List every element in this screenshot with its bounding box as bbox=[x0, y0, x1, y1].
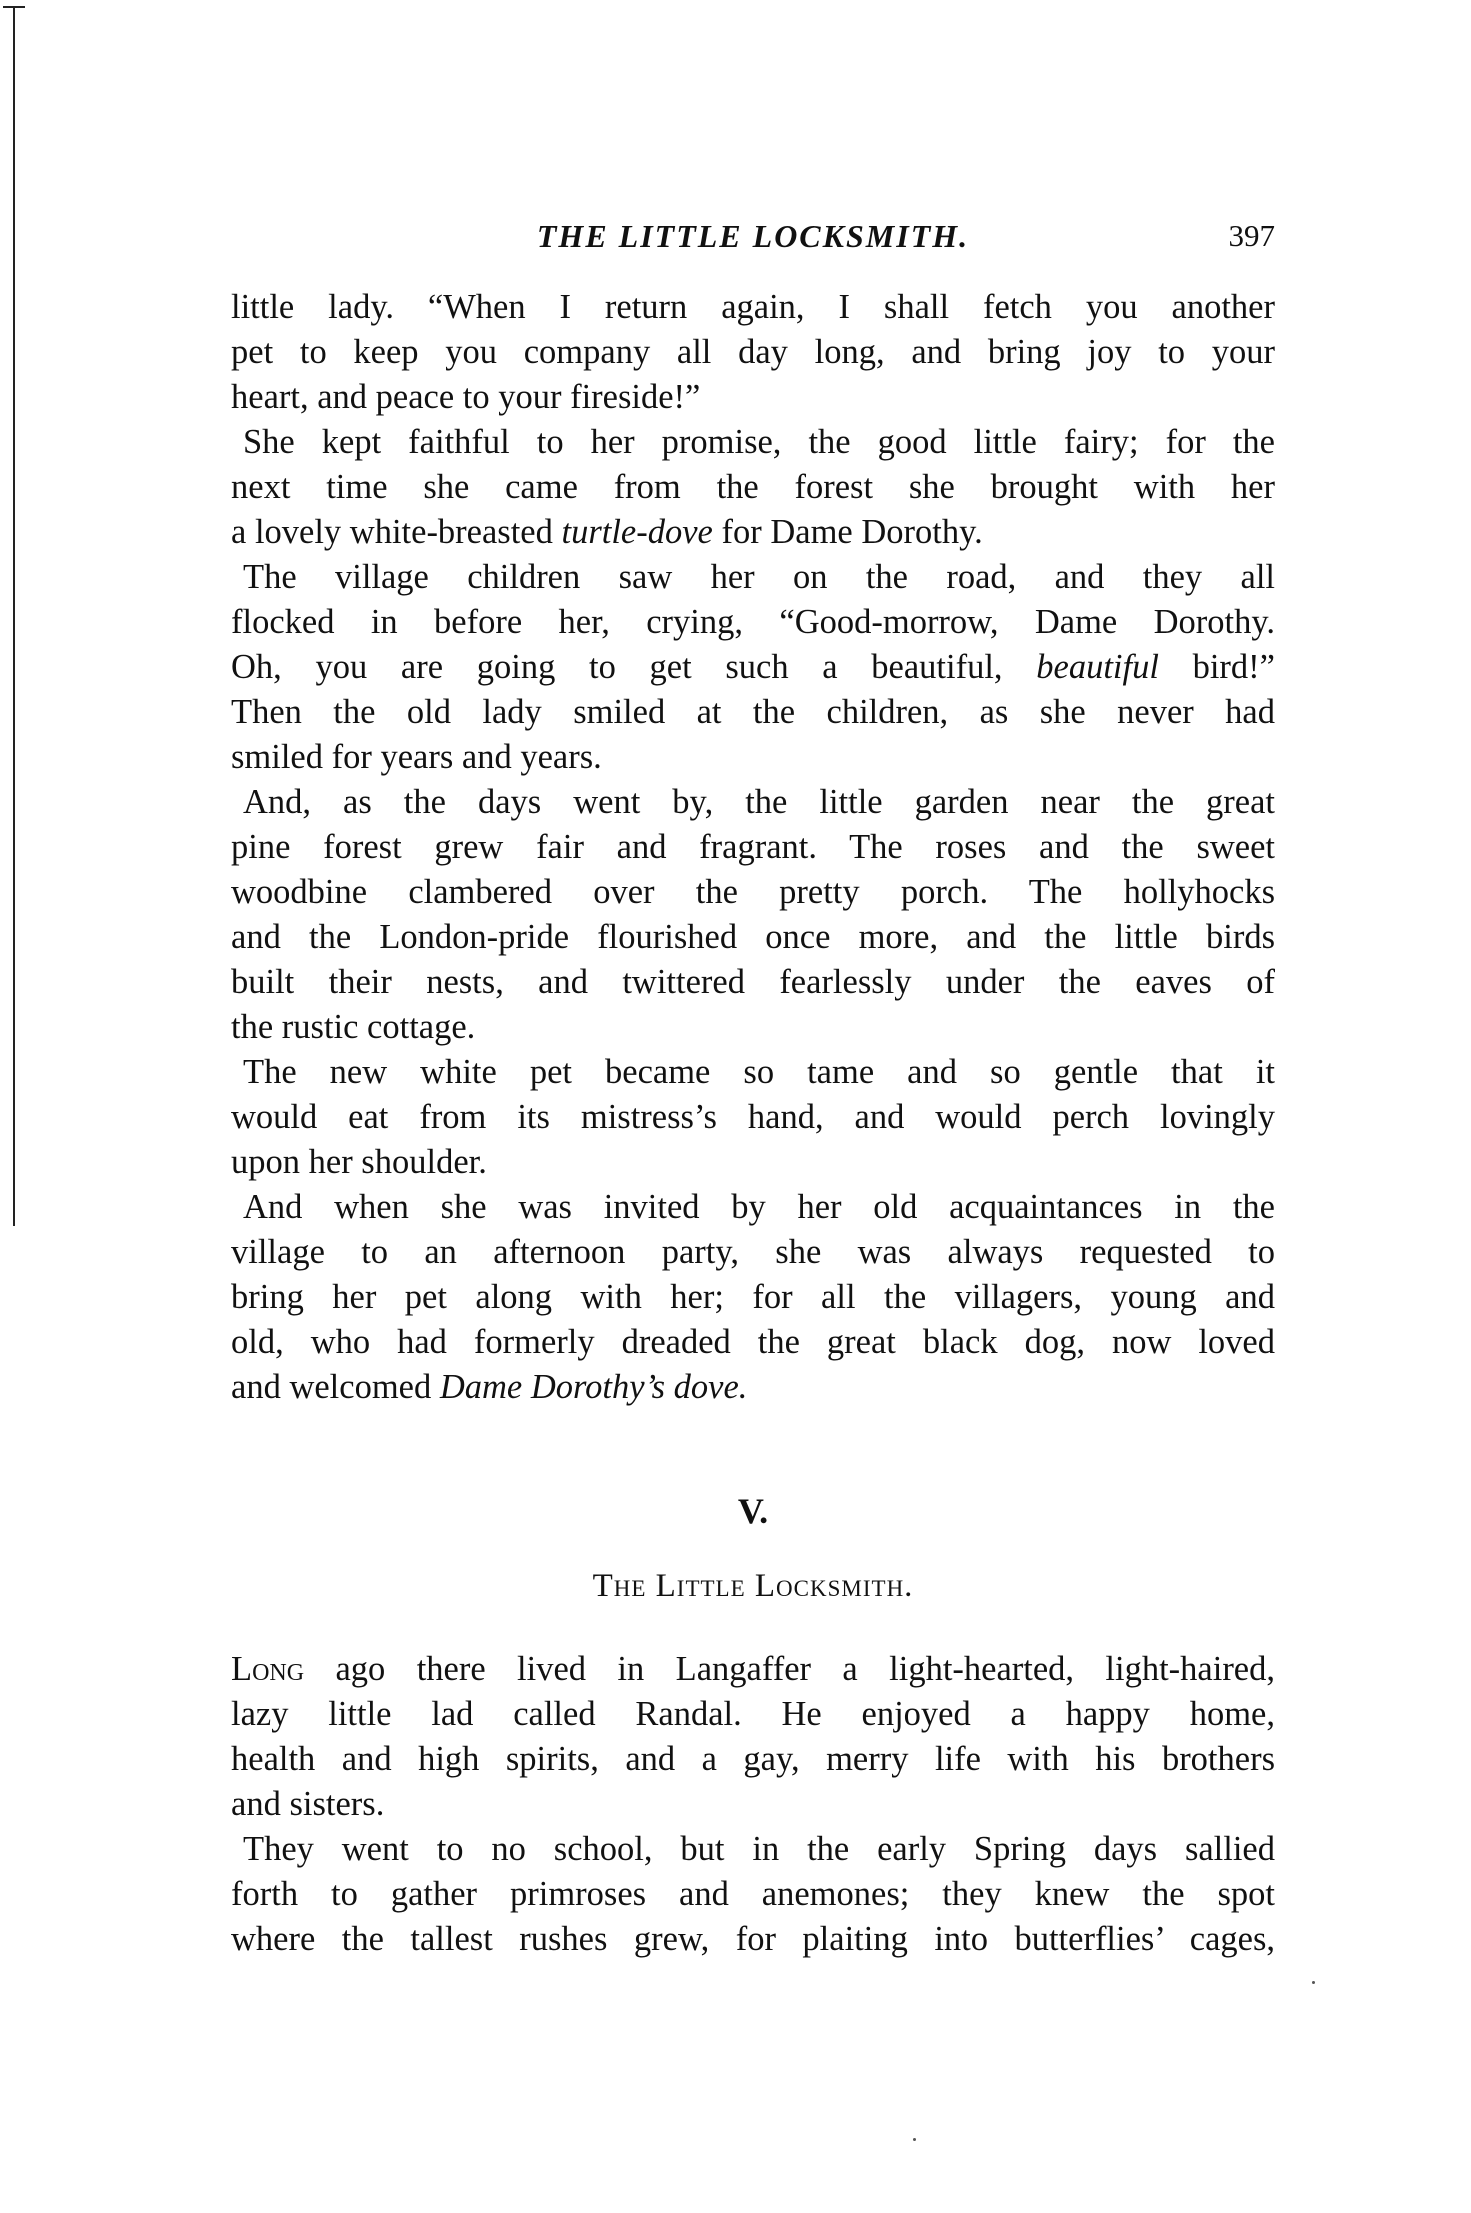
text-line bbox=[231, 780, 1275, 825]
page-header bbox=[231, 218, 1275, 262]
text-line bbox=[231, 1320, 1275, 1365]
text-line bbox=[231, 825, 1275, 870]
italic-text: beautiful bbox=[1036, 648, 1159, 686]
page-number: 397 bbox=[1228, 218, 1275, 253]
chapter-number: V. bbox=[737, 1491, 769, 1531]
text-segment: And when she was invited by her old acquaintances in the bbox=[243, 1188, 1275, 1226]
text-line bbox=[231, 1230, 1275, 1275]
text-line bbox=[231, 1647, 1275, 1692]
text-line bbox=[231, 870, 1275, 915]
text-line bbox=[231, 420, 1275, 465]
text-segment: heart, and peace to your fireside!” bbox=[231, 378, 701, 416]
text-segment: And, as the days went by, the little garden near the great bbox=[243, 783, 1275, 821]
text-segment: Long bbox=[231, 1650, 305, 1688]
text-line bbox=[231, 735, 1275, 780]
text-line bbox=[231, 375, 1275, 420]
text-line bbox=[231, 330, 1275, 375]
text-segment: pet to keep you company all day long, and bring joy to your bbox=[231, 333, 1275, 371]
text-segment: little lady. “When I return again, I shall fetch you another bbox=[231, 288, 1275, 326]
print-speck bbox=[1312, 1981, 1315, 1984]
text-segment: a lovely white-breasted bbox=[231, 513, 562, 551]
running-title: THE LITTLE LOCKSMITH. bbox=[536, 218, 970, 254]
text-segment: upon her shoulder. bbox=[231, 1143, 487, 1181]
text-segment: Oh, you are going to get such a beautiful, bbox=[231, 648, 1037, 686]
text-line bbox=[231, 1692, 1275, 1737]
text-line bbox=[231, 1917, 1275, 1962]
text-line bbox=[231, 1005, 1275, 1050]
body-text-section-1 bbox=[231, 285, 1275, 1410]
text-segment: smiled for years and years. bbox=[231, 738, 602, 776]
print-speck bbox=[913, 2138, 916, 2141]
text-segment: would eat from its mistress’s hand, and would perch lovingly bbox=[231, 1098, 1275, 1136]
chapter-title: The Little Locksmith. bbox=[592, 1568, 914, 1604]
text-line bbox=[231, 1365, 1275, 1410]
text-segment: and the London-pride flourished once more, and the little birds bbox=[231, 918, 1275, 956]
text-segment: bring her pet along with her; for all the villagers, young and bbox=[231, 1278, 1275, 1316]
text-line bbox=[231, 1782, 1275, 1827]
text-segment: old, who had formerly dreaded the great black dog, now loved bbox=[231, 1323, 1275, 1361]
text-segment: ago there lived in Langaffer a light-hearted, light-haired, bbox=[304, 1650, 1275, 1688]
text-segment: forth to gather primroses and anemones; they knew the spot bbox=[231, 1875, 1275, 1913]
text-line bbox=[231, 1872, 1275, 1917]
text-segment: and sisters. bbox=[231, 1785, 385, 1823]
text-line bbox=[231, 1095, 1275, 1140]
text-line bbox=[231, 510, 1275, 555]
text-line bbox=[231, 600, 1275, 645]
text-segment: The village children saw her on the road, and they all bbox=[243, 558, 1275, 596]
text-segment: and welcomed bbox=[231, 1368, 440, 1406]
text-line bbox=[231, 1275, 1275, 1320]
text-segment: They went to no school, but in the early Spring days sallied bbox=[243, 1830, 1275, 1868]
italic-text: Dame Dorothy’s dove. bbox=[439, 1368, 748, 1406]
text-line bbox=[231, 1050, 1275, 1095]
text-segment: bird!” bbox=[1158, 648, 1275, 686]
text-segment: health and high spirits, and a gay, merry life with his brothers bbox=[231, 1740, 1275, 1778]
text-segment: The new white pet became so tame and so gentle that it bbox=[243, 1053, 1275, 1091]
text-segment: built their nests, and twittered fearlessly under the eaves of bbox=[231, 963, 1275, 1001]
margin-rule bbox=[13, 6, 15, 1226]
text-line bbox=[231, 1185, 1275, 1230]
text-line bbox=[231, 960, 1275, 1005]
body-text-section-2 bbox=[231, 1647, 1275, 1962]
text-line bbox=[231, 1737, 1275, 1782]
text-line bbox=[231, 285, 1275, 330]
text-segment: pine forest grew fair and fragrant. The roses and the sweet bbox=[231, 828, 1275, 866]
text-segment: for Dame Dorothy. bbox=[712, 513, 983, 551]
italic-text: turtle-dove bbox=[561, 513, 713, 551]
text-segment: woodbine clambered over the pretty porch. The hollyhocks bbox=[231, 873, 1275, 911]
text-line bbox=[231, 465, 1275, 510]
text-segment: lazy little lad called Randal. He enjoyed a happy home, bbox=[231, 1695, 1275, 1733]
text-segment: the rustic cottage. bbox=[231, 1008, 476, 1046]
text-line bbox=[231, 915, 1275, 960]
text-segment: next time she came from the forest she brought with her bbox=[231, 468, 1275, 506]
text-segment: village to an afternoon party, she was always requested to bbox=[231, 1233, 1275, 1271]
text-segment: flocked in before her, crying, “Good-morrow, Dame Dorothy. bbox=[231, 603, 1275, 641]
text-segment: Then the old lady smiled at the children, as she never had bbox=[231, 693, 1275, 731]
text-line bbox=[231, 690, 1275, 735]
text-segment: where the tallest rushes grew, for plaiting into butterflies’ cages, bbox=[231, 1920, 1275, 1958]
text-line bbox=[231, 1827, 1275, 1872]
text-line bbox=[231, 1140, 1275, 1185]
text-segment: She kept faithful to her promise, the good little fairy; for the bbox=[243, 423, 1275, 461]
text-line bbox=[231, 555, 1275, 600]
text-line bbox=[231, 645, 1275, 690]
